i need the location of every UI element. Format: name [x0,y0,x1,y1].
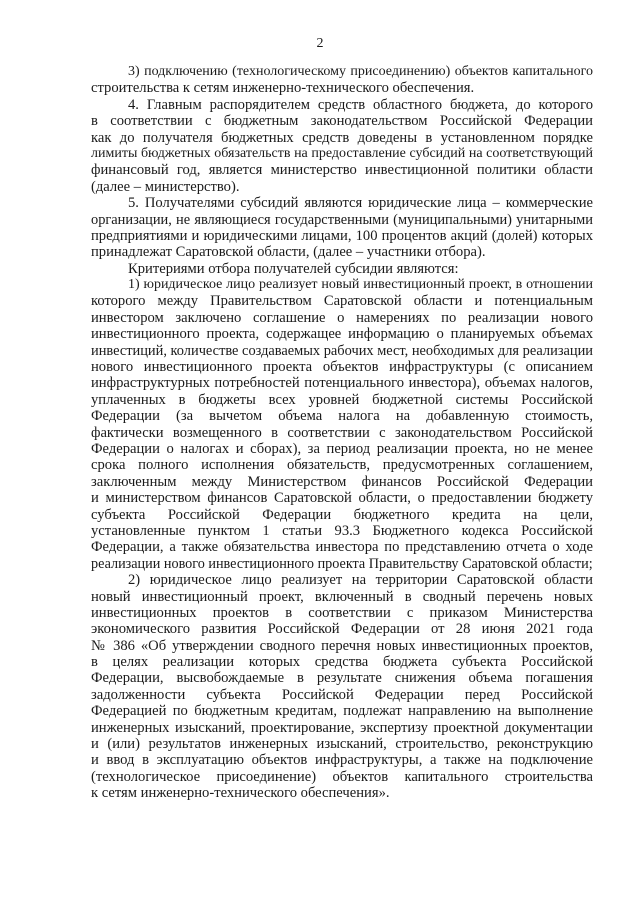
text-line: реализации нового инвестиционного проекта Правительству Саратовской области; [91,555,593,572]
text-line: Федерацией по бюджетным кредитам, подлежат направлению на выполнение [91,703,593,720]
text-line: строительства к сетям инженерно-технического обеспечения. [91,80,475,97]
text-line: инвестиционных проектов в соответствии с приказом Министерства [91,604,593,621]
text-line: 5. Получателями субсидий являются юридические лица – коммерческие [128,195,593,212]
text-line: и (или) результатов инженерных изысканий, строительство, реконструкцию [91,736,593,753]
text-line: к сетям инженерно-технического обеспечения». [91,785,390,802]
text-line: фактически возмещенного в соответствии с законодательством Российской [91,424,593,441]
text-line: финансовый год, является министерство инвестиционной политики области [91,162,593,179]
text-line: Федерации о налогах и сборах), за период реализации проекта, но не менее [91,440,593,457]
text-line: нового инвестиционного проекта объектов инфраструктуры (с описанием [91,359,593,376]
text-line: заключенным между Министерством финансов Российской Федерации [91,473,593,490]
text-line: Федерации, высвобождаемые в результате снижения объема погашения [91,670,593,687]
text-line: которого между Правительством Саратовской области и потенциальным [91,293,593,310]
text-line: в соответствии с бюджетным законодательством Российской Федерации [91,113,593,130]
text-line: инфраструктурных потребностей потенциального инвестора), объемах налогов, [91,375,593,392]
text-line: инвестиций, количестве создаваемых рабочих мест, необходимых для реализации [91,342,593,359]
text-line: предприятиями и юридическими лицами, 100 процентов акций (долей) которых [91,227,593,244]
text-line: экономического развития Российской Федерации от 28 июня 2021 года [91,621,593,638]
text-line: инженерных изысканий, проектирование, экспертизу проектной документации [91,719,593,736]
text-line: № 386 «Об утверждении сводного перечня новых инвестиционных проектов, [91,637,593,654]
text-line: как до получателя бюджетных средств доведены в установленном порядке [91,129,593,146]
text-line: 2) юридическое лицо реализует на территории Саратовской области [128,572,593,589]
text-line: новый инвестиционный проект, включенный в сводный перечень новых [91,588,593,605]
text-line: Федерации (за вычетом объема налога на добавленную стоимость, [91,408,593,425]
text-line: инвестиционного проекта, содержащее информацию о планируемых объемах [91,326,593,343]
text-line: Критериями отбора получателей субсидии являются: [128,260,459,277]
text-line: и ввод в эксплуатацию объектов инфраструктуры, а также на подключение [91,752,593,769]
text-line: в целях реализации которых средства бюджета субъекта Российской [91,654,593,671]
text-line: 4. Главным распорядителем средств областного бюджета, до которого [128,96,593,113]
text-line: организации, не являющиеся государственными (муниципальными) унитарными [91,211,593,228]
text-line: 1) юридическое лицо реализует новый инвестиционный проект, в отношении [128,277,593,293]
text-line: 3) подключению (технологическому присоединению) объектов капитального [128,64,593,79]
text-line: (технологическое присоединение) объектов капитального строительства [91,768,593,785]
text-line: срока полного исполнения обязательств, предусмотренных соглашением, [91,457,593,474]
page-number: 2 [316,36,324,51]
document-body [91,64,593,802]
text-line: субъекта Российской Федерации бюджетного кредита на цели, [91,506,593,523]
text-line: (далее – министерство). [91,178,240,195]
text-line: уплаченных в бюджеты всех уровней бюджетной системы Российской [91,391,593,408]
text-line: инвестором заключено соглашение о намерениях по реализации нового [91,309,593,326]
text-line: принадлежат Саратовской области, (далее – участники отбора). [91,244,486,261]
text-line: установленные пунктом 1 статьи 93.3 Бюджетного кодекса Российской [91,522,593,539]
text-line: лимиты бюджетных обязательств на предоставление субсидий на соответствующий [91,145,593,161]
text-line: Федерации, а также обязательства инвестора по представлению отчета о ходе [91,539,593,556]
text-line: и министерством финансов Саратовской области, о предоставлении бюджету [91,490,593,507]
text-line: задолженности субъекта Российской Федерации перед Российской [91,686,593,703]
